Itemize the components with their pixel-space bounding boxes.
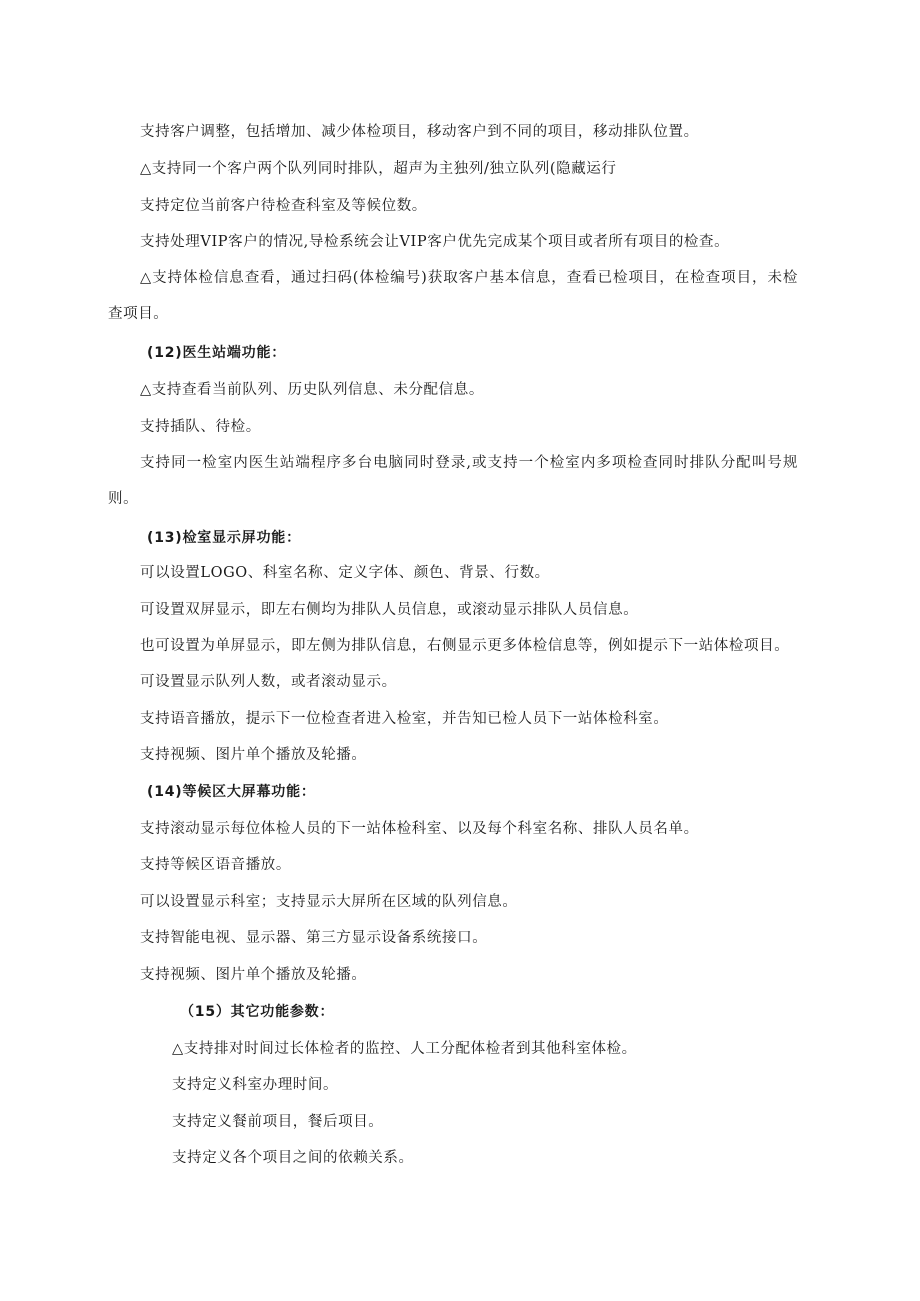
paragraph: 支持插队、待检。 [140,419,261,435]
paragraph: 可以设置显示科室；支持显示大屏所在区域的队列信息。 [140,894,518,910]
paragraph: 支持滚动显示每位体检人员的下一站体检科室、以及每个科室名称、排队人员名单。 [140,821,699,837]
paragraph: 支持视频、图片单个播放及轮播。 [140,747,367,763]
paragraph: 可设置双屏显示，即左右侧均为排队人员信息，或滚动显示排队人员信息。 [140,602,639,618]
paragraph: 可以设置LOGO、科室名称、定义字体、颜色、背景、行数。 [140,565,550,581]
paragraph: 支持定位当前客户待检查科室及等候位数。 [140,198,427,214]
paragraph [108,260,798,332]
paragraph: 支持定义餐前项目，餐后项目。 [172,1114,384,1130]
section-heading-12: (12)医生站端功能： [147,345,287,361]
section-heading-14: (14)等候区大屏幕功能： [147,784,316,800]
paragraph: △支持同一个客户两个队列同时排队，超声为主独列/独立队列(隐藏运行 [140,161,617,177]
paragraph: △支持查看当前队列、历史队列信息、未分配信息。 [140,382,484,398]
paragraph-text: △支持体检信息查看，通过扫码(体检编号)获取客户基本信息，查看已检项目，在检查项目，未检查项目。 [108,270,798,322]
paragraph: 支持定义科室办理时间。 [172,1077,339,1093]
paragraph: 支持同一检室内医生站端程序多台电脑同时登录,或支持一个检室内多项检查同时排队分配叫号规则。 [108,455,798,507]
section-heading-13: (13)检室显示屏功能： [147,530,301,546]
paragraph: 支持智能电视、显示器、第三方显示设备系统接口。 [140,930,488,946]
paragraph: 支持定义各个项目之间的依赖关系。 [172,1150,414,1166]
paragraph: △支持排对时间过长体检者的监控、人工分配体检者到其他科室体检。 [172,1041,637,1057]
paragraph: 支持语音播放，提示下一位检查者进入检室，并告知已检人员下一站体检科室。 [140,711,669,727]
section-heading-15: （15）其它功能参数： [180,1004,335,1020]
paragraph: 也可设置为单屏显示，即左侧为排队信息，右侧显示更多体检信息等，例如提示下一站体检项目。 [140,638,790,654]
paragraph: 可设置显示队列人数，或者滚动显示。 [140,674,397,690]
paragraph: 支持等候区语音播放。 [140,857,291,873]
paragraph: 支持视频、图片单个播放及轮播。 [140,967,367,983]
paragraph: 支持客户调整，包括增加、减少体检项目，移动客户到不同的项目，移动排队位置。 [140,124,699,140]
paragraph: 支持处理VIP客户的情况,导检系统会让VIP客户优先完成某个项目或者所有项目的检查。 [140,234,730,250]
